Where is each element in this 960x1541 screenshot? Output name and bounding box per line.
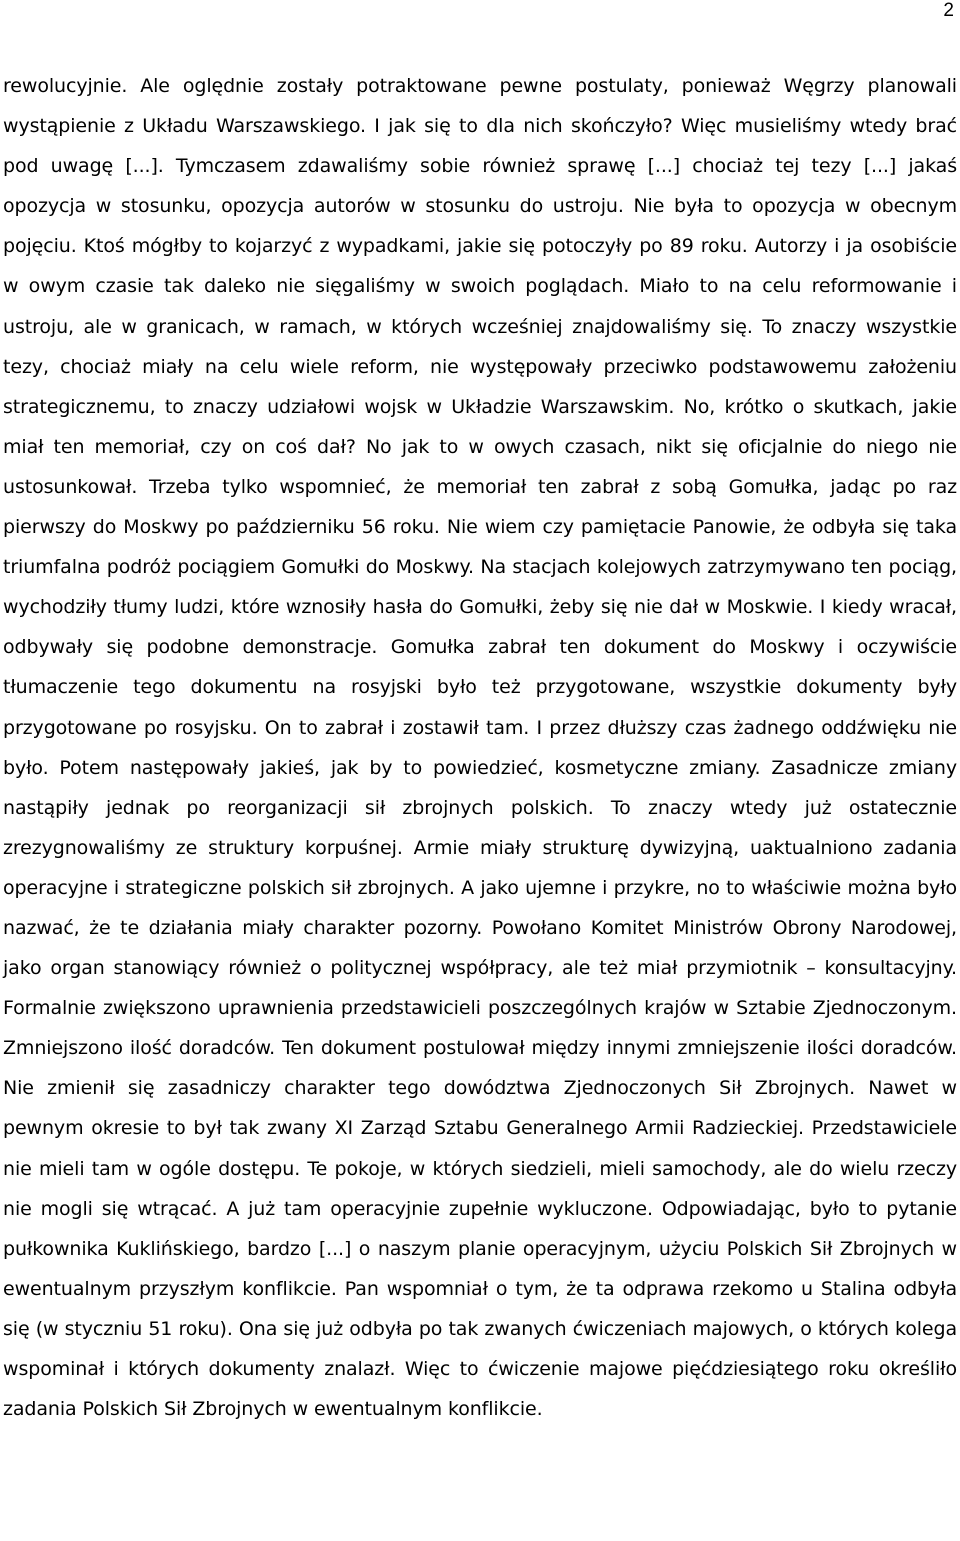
page-number: 2 (943, 0, 954, 21)
body-paragraph: rewolucyjnie. Ale oględnie zostały potraktowane pewne postulaty, ponieważ Węgrzy planowali wystąpienie z Układu Warszawskiego. I jak się to dla nich skończyło? Więc musieliśmy wtedy brać pod uwagę [...]. Tymczasem zdawaliśmy sobie również sprawę [...] chociaż tej tezy [...] jakaś opozycja w stosunku, opozycja autorów w stosunku do ustroju. Nie była to opozycja w obecnym pojęciu. Ktoś mógłby to kojarzyć z wypadkami, jakie się potoczyły po 89 roku. Autorzy i ja osobiście w owym czasie tak daleko nie sięgaliśmy w swoich poglądach. Miało to na celu reformowanie i ustroju, ale w granicach, w ramach, w których wcześniej znajdowaliśmy się. To znaczy wszystkie tezy, chociaż miały na celu wiele reform, nie występowały przeciwko podstawowemu założeniu strategicznemu, to znaczy udziałowi wojsk w Układzie Warszawskim. No, krótko o skutkach, jakie miał ten memoriał, czy on coś dał? No jak to w owych czasach, nikt się oficjalnie do niego nie ustosunkował. Trzeba tylko wspomnieć, że memoriał ten zabrał z sobą Gomułka, jadąc po raz pierwszy do Moskwy po październiku 56 roku. Nie wiem czy pamiętacie Panowie, że odbyła się taka triumfalna podróż pociągiem Gomułki do Moskwy. Na stacjach kolejowych zatrzymywano ten pociąg, wychodziły tłumy ludzi, które wznosiły hasła do Gomułki, żeby się nie dał w Moskwie. I kiedy wracał, odbywały się podobne demonstracje. Gomułka zabrał ten dokument do Moskwy i oczywiście tłumaczenie tego dokumentu na rosyjski było też przygotowane, wszystkie dokumenty były przygotowane po rosyjsku. On to zabrał i zostawił tam. I przez dłuższy czas żadnego oddźwięku nie było. Potem następowały jakieś, jak by to powiedzieć, kosmetyczne zmiany. Zasadnicze zmiany nastąpiły jednak po reorganizacji sił zbrojnych polskich. To znaczy wtedy już ostatecznie zrezygnowaliśmy ze struktury korpuśnej. Armie miały strukturę dywizyjną, uaktualniono zadania operacyjne i strategiczne polskich sił zbrojnych. A jako ujemne i przykre, no to właściwie można było nazwać, że te działania miały charakter pozorny. Powołano Komitet Ministrów Obrony Narodowej, jako organ stanowiący również o politycznej współpracy, ale też miał przymiotnik – konsultacyjny. Formalnie zwiększono uprawnienia przedstawicieli poszczególnych krajów w Sztabie Zjednoczonym. Zmniejszono ilość doradców. Ten dokument postulował między innymi zmniejszenie ilości doradców. Nie zmienił się zasadniczy charakter tego dowództwa Zjednoczonych Sił Zbrojnych. Nawet w pewnym okresie to był tak zwany XI Zarząd Sztabu Generalnego Armii Radzieckiej. Przedstawiciele nie mieli tam w ogóle dostępu. Te pokoje, w których siedzieli, mieli samochody, ale do wielu rzeczy nie mogli się wtrącać. A już tam operacyjnie zupełnie wykluczone. Odpowiadając, było to pytanie pułkownika Kuklińskiego, bardzo [...] o naszym planie operacyjnym, użyciu Polskich Sił Zbrojnych w ewentualnym przyszłym konflikcie. Pan wspomniał o tym, że ta odprawa rzekomo u Stalina odbyła się (w styczniu 51 roku). Ona się już odbyła po tak zwanych ćwiczeniach majowych, o których kolega wspominał i których dokumenty znalazł. Więc to ćwiczenie majowe pięćdziesiątego roku określiło zadania Polskich Sił Zbrojnych w ewentualnym konflikcie. (3, 75, 957, 1421)
